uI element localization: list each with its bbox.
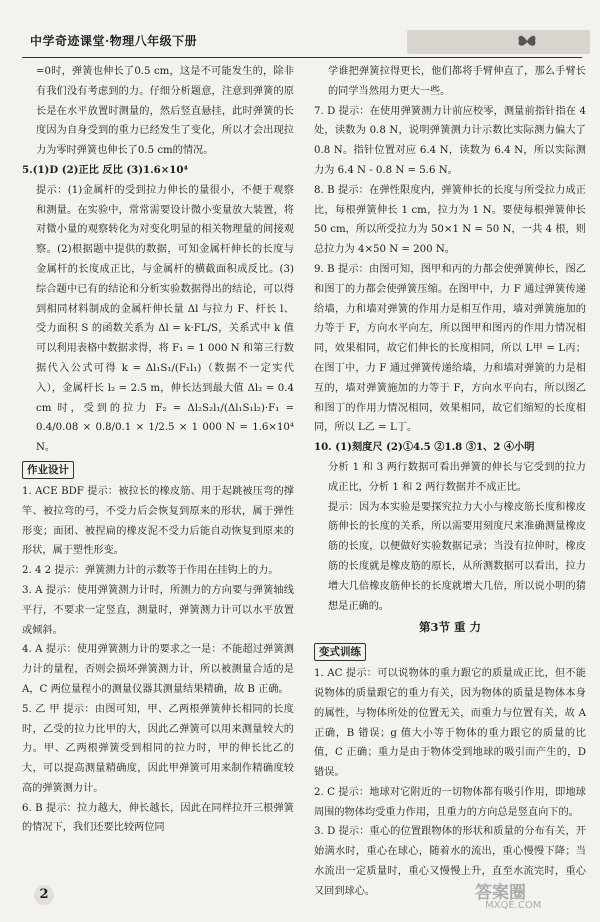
paragraph: =0时，弹簧也伸长了0.5 cm，这是不可能发生的，除非有我们没有考虑到的力。仔细分析题意，注意到弹簧的原长是在水平放置时测量的，然后竖直悬挂，此时弹簧的长度因为自身受到的重力已经发生了变化，所以才会出现拉力为零时弹簧也伸长了0.5 cm的情况。 xyxy=(36,66,294,157)
answer-item: 6. B 提示：拉力越大，伸长越长，因此在同样拉开三根弹簧的情况下，我们还要比较两位同 xyxy=(22,802,294,834)
header-banner xyxy=(407,30,590,54)
page-number: 2 xyxy=(34,885,54,905)
analysis-paragraph: 分析 1 和 3 两行数据可看出弹簧的伸长与它受到的拉力成正比，分析 1 和 2 两行数据并不成正比。 xyxy=(328,461,586,493)
watermark-url: MXQE.COM xyxy=(485,900,542,911)
right-column xyxy=(314,62,586,902)
answer-line: 5.(1)D (2)正比 反比 (3)1.6×10⁴ xyxy=(22,163,188,176)
answer-item: 7. D 提示：在使用弹簧测力计前应校零，测量前指针指在 4 处，读数为 0.8 N，说明弹簧测力计示数比实际测力偏大了 0.8 N。指针位置对应 6.4 N，读数为 6.4 N，所以实际测力为 6.4 N - 0.8 N = 5.6 N。 xyxy=(314,105,586,176)
watermark-logo: 答案圈 xyxy=(475,883,526,903)
section-tag-variant-training: 变式训练 xyxy=(314,643,366,661)
answer-item: 2. C 提示：地球对它附近的一切物体都有吸引作用，即地球周围的物体均受重力作用，且重力的方向总是竖直向下的。 xyxy=(314,786,586,818)
left-column xyxy=(22,62,294,838)
hint-paragraph: 提示：(1)金属杆的受到拉力伸长的量很小，不便于观察和测量。在实验中，常常需要设计微小变量放大装置，将对微小量的观察转化为对变化明显的相关物理量的间接观察。(2)根据题中提供的数据，可知金属杆伸长的长度与金属杆的长度成正比，与金属杆的横截面积成反比。(3)综合题中已有的结论和分析实验数据得出的结论，可以得到相同材料制成的金属杆伸长量 Δl 与拉力 F、杆长 l、受力面积 S 的函数关系为 Δl = k·FL/S，关系式中 k 值可以利用表格中数据求得，将 F₁ = 1 000 N 和第三行数据代入公式可得 k = Δl₁S₁/(F₁l₁)（数据不一定实代入），金属杆长 l₂ = 2.5 m，伸长达到最大值 Δl₂ = 0.4 cm 时，受到的拉力 F₂ = Δl₂S₂l₁/(Δl₁S₁l₂)·F₁ = 0.4/0.08 × 0.8/0.1 × 1/2.5 × 1 000 N = 1.6×10⁴ N。 xyxy=(36,184,294,454)
answer-item: 2. 4 2 提示：弹簧测力计的示数等于作用在挂钩上的力。 xyxy=(22,565,279,577)
section-heading: 第3节 重 力 xyxy=(418,620,481,635)
hint-paragraph: 提示：因为本实验是要探究拉力大小与橡皮筋长度和橡皮筋伸长的长度的关系，所以需要用刻度尺来准确测量橡皮筋的长度，以便做好实验数据记录；当没有拉伸时，橡皮筋的长度就是橡皮筋的原长，从所测数据可以看出，拉力增大几倍橡皮筋伸长的长度就增大几倍，所以说小明的猜想是正确的。 xyxy=(328,501,586,612)
paragraph: 学谁把弹簧拉得更长，他们都将手臂伸直了，那么手臂长的同学当然用力更大一些。 xyxy=(328,66,586,97)
answer-item: 4. A 提示：使用弹簧测力计的要求之一是：不能超过弹簧测力计的量程，否则会损坏弹簧测力计，所以被测量合适的是 A，C 两位量程小的测量仪器其测量结果精确，故 B 正确。 xyxy=(22,644,294,695)
answer-item: 8. B 提示：在弹性限度内，弹簧伸长的长度与所受拉力成正比，每根弹簧伸长 1 cm，拉力为 1 N。要使每根弹簧伸长 50 cm，所以所受拉力为 50×1 N = 50 N，一共 4 根，则总拉力为 4×50 N = 200 N。 xyxy=(314,184,586,256)
answer-item: 3. A 提示：使用弹簧测力计时，所测力的方向要与弹簧轴线平行，不要求一定竖直，测量时，弹簧测力计可以水平放置或倾斜。 xyxy=(22,584,294,636)
page-header xyxy=(22,30,582,54)
answer-item: 1. ACE BDF 提示：被拉长的橡皮筋、用于起跳被压弯的撑竿、被拉弯的弓，不受力后会恢复到原来的形状，属于弹性形变；面团、被捏扁的橡皮泥不受力后能自动恢复到原来的形状，属于塑性形变。 xyxy=(22,485,294,557)
answer-item: 5. 乙 甲 提示：由图可知，甲、乙两根弹簧伸长相同的长度时，乙受的拉力比甲的大，因此乙弹簧可以用来测量较大的力。甲、乙两根弹簧受到相同的拉力时，甲的伸长比乙的大，可以提高测量精确度，因此甲弹簧可用来制作精确度较高的弹簧测力计。 xyxy=(22,703,294,794)
answer-line: 10. (1)刻度尺 (2)①4.5 ②1.8 ③1、2 ④小明 xyxy=(314,441,535,454)
answer-item: 9. B 提示：由图可知，图甲和丙的力都会使弹簧伸长，图乙和图丁的力都会使弹簧压缩。在图甲中，力 F 通过弹簧传递给墙，力和墙对弹簧的作用力是相互作用，墙对弹簧施加的力等于 F，方向水平向左，所以图甲和图丙的作用力情况相同，效果相同，故它们伸长的长度相同，所以 L甲 = L丙；在图丁中，力 F 通过弹簧传递给墙，力和墙对弹簧的力是相互的，墙对弹簧施加的力等于 F，方向水平向右，所以图乙和图丁的作用力情况相同，效果相同，故它们缩短的长度相同，所以 L乙 = L丁。 xyxy=(314,263,586,434)
section-tag-homework: 作业设计 xyxy=(22,461,74,479)
butterfly-icon xyxy=(516,32,538,50)
answer-item: 1. AC 提示：可以说物体的重力跟它的质量成正比，但不能说物体的质量跟它的重力有关，因为物体的质量是物体本身的属性，与物体所处的位置无关，而重力与位置有关，故 A 正确，B 错误；g 值大小等于物体的重力跟它的质量的比值，C 正确；重力是由于物体受到地球的吸引而产生的，D 错误。 xyxy=(314,668,586,779)
answer-item: 3. D 提示：重心的位置跟物体的形状和质量的分布有关，开始满水时，重心在球心，随着水的流出，重心慢慢下降；当水流出一定质量时，重心又慢慢上升，直至水流完时，重心又回到球心。 xyxy=(314,826,586,897)
header-title: 中学奇迹课堂·物理八年级下册 xyxy=(30,34,198,48)
header-divider xyxy=(22,57,582,58)
